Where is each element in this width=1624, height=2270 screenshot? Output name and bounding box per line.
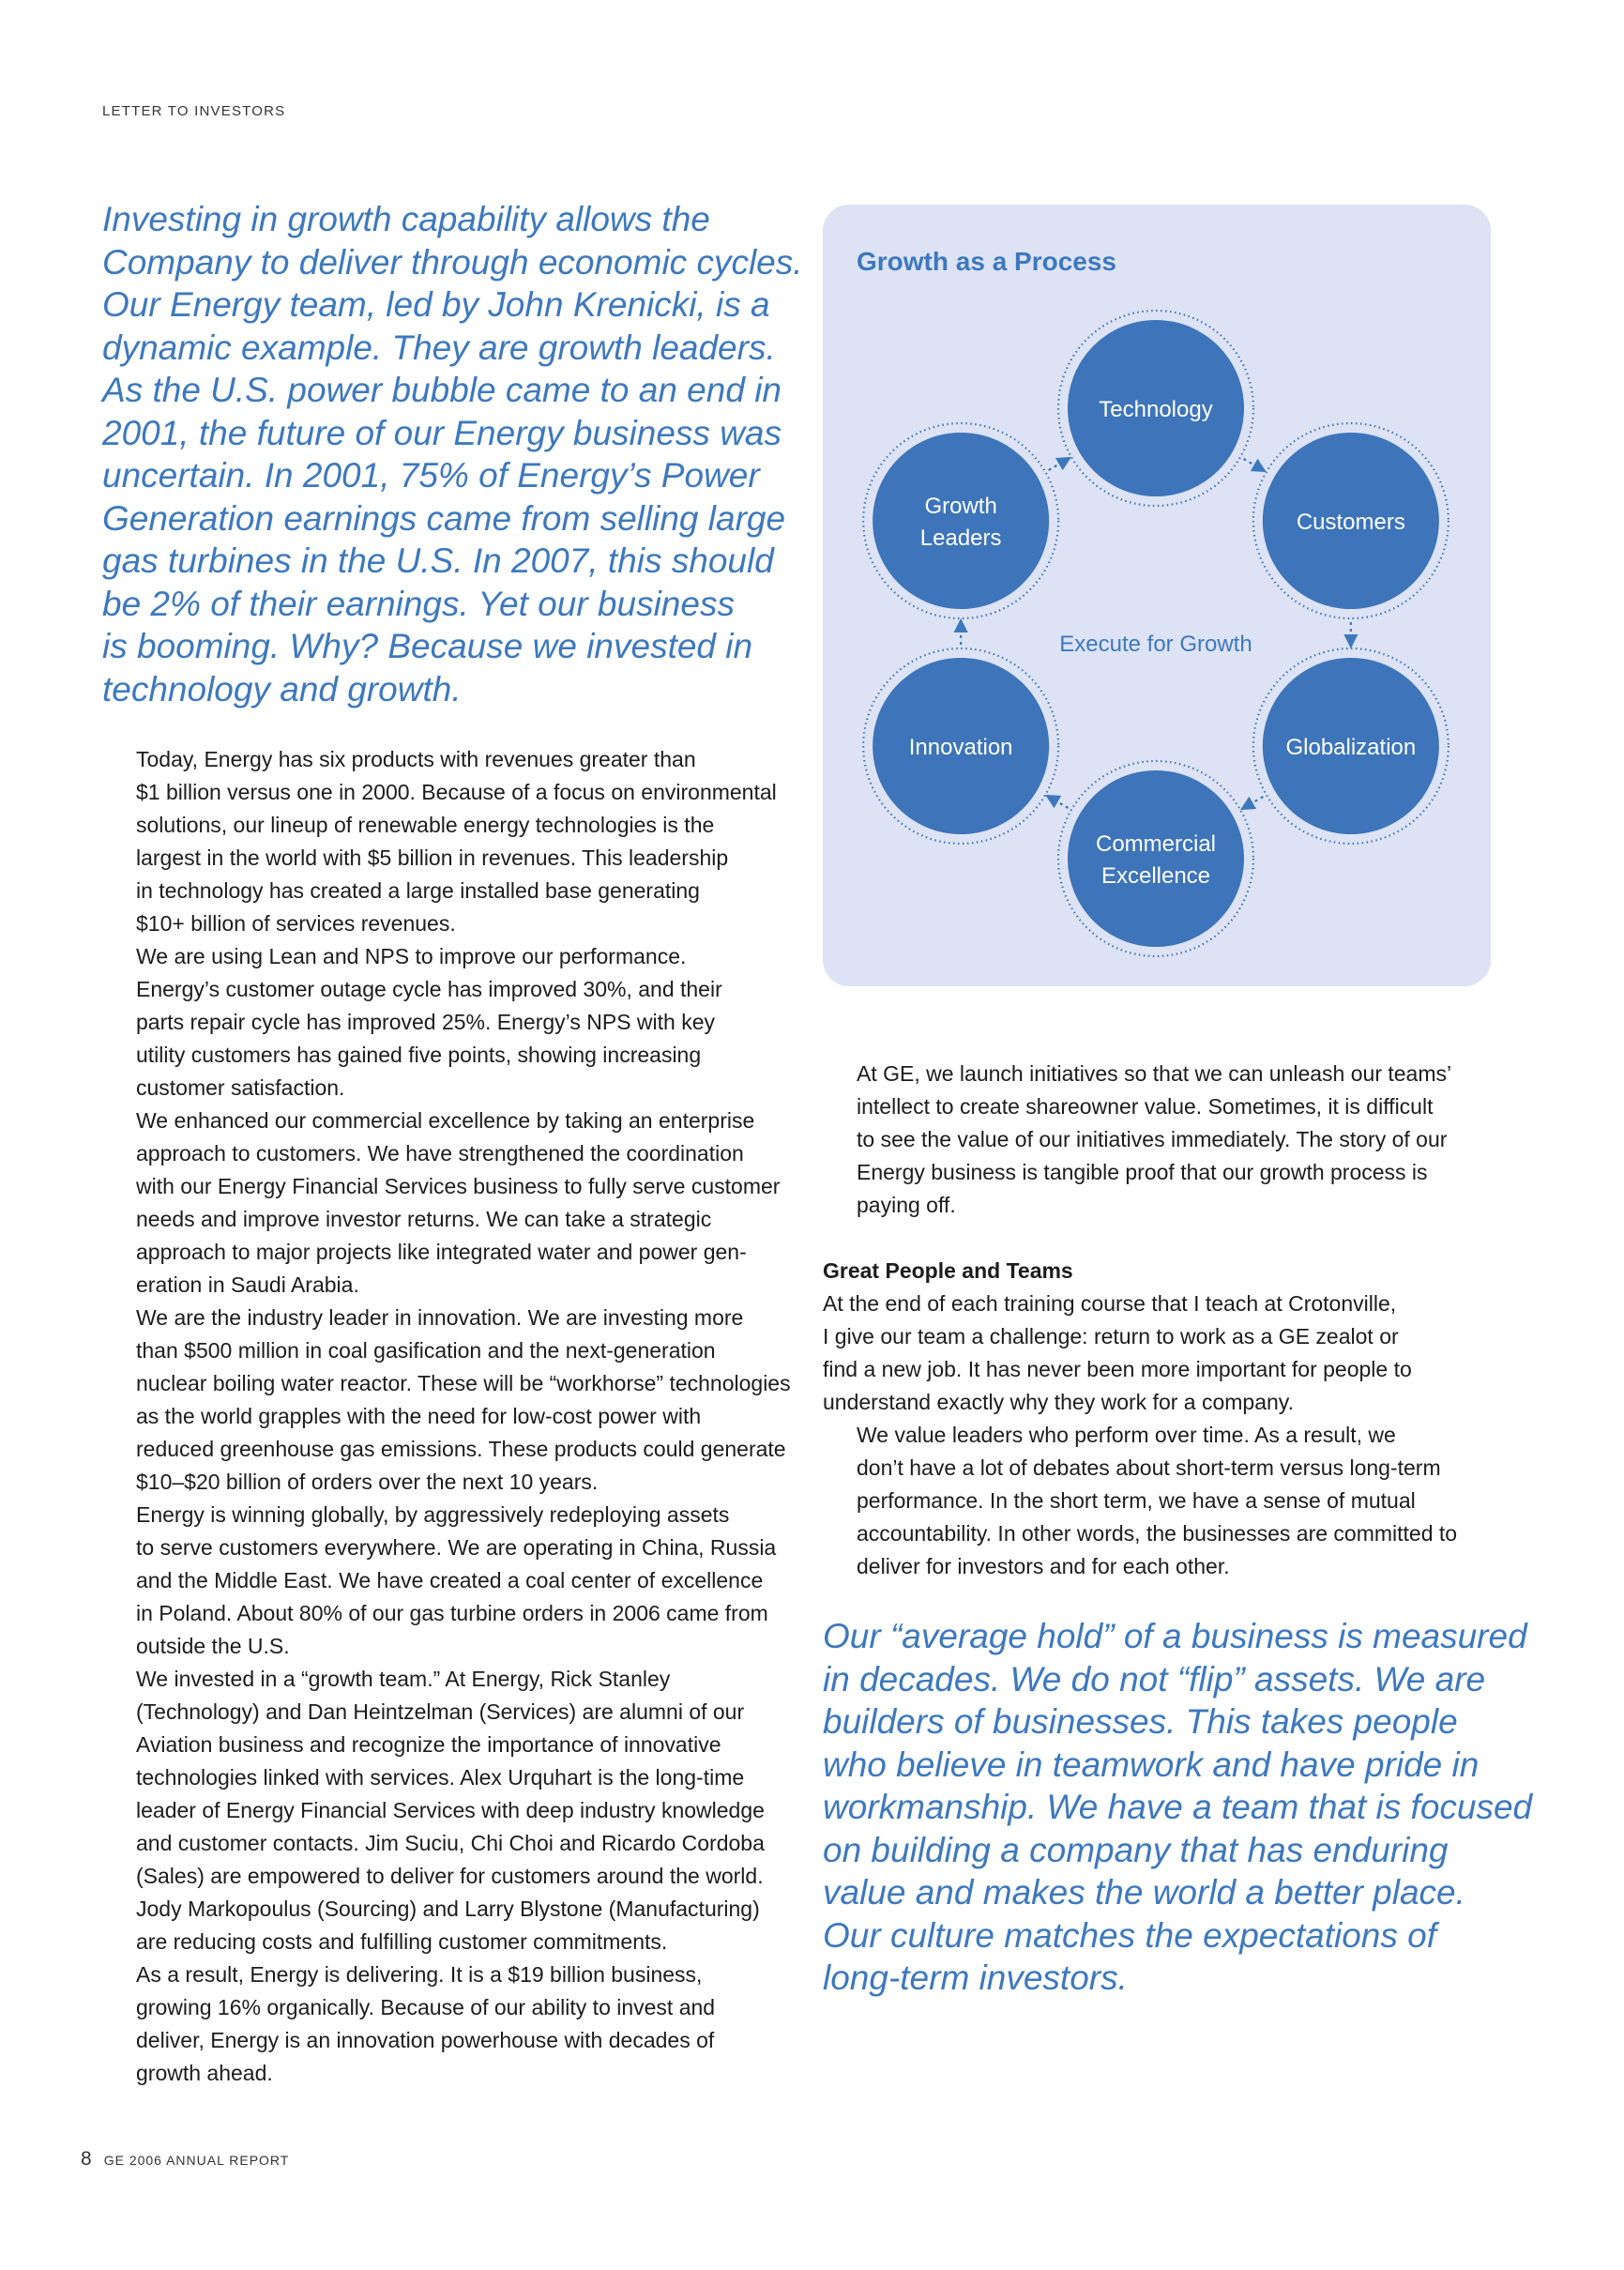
- quote-line: value and makes the world a better place.: [823, 1873, 1465, 1912]
- text-line: Jody Markopoulus (Sourcing) and Larry Blystone (Manufacturing): [136, 1897, 760, 1921]
- text-line: At the end of each training course that I teach at Crotonville,: [823, 1291, 1397, 1316]
- text-line: customer satisfaction.: [136, 1075, 345, 1100]
- text-line: performance. In the short term, we have a sense of mutual: [857, 1488, 1416, 1513]
- quote-line: on building a company that has enduring: [823, 1830, 1449, 1869]
- pull-quote-bottom: [823, 1615, 1533, 2000]
- subhead-great-people: Great People and Teams: [823, 1258, 1073, 1283]
- node-innovation: [863, 648, 1058, 844]
- text-line: outside the U.S.: [136, 1634, 290, 1658]
- body-paragraph: [102, 1958, 782, 2090]
- quote-line: is booming. Why? Because we invested in: [102, 627, 753, 665]
- quote-line: Our “average hold” of a business is measured: [823, 1617, 1527, 1655]
- node-label: Commercial: [1095, 831, 1217, 857]
- text-line: Today, Energy has six products with revenues greater than: [136, 747, 696, 771]
- section-header: LETTER TO INVESTORS: [102, 103, 286, 119]
- text-line: approach to major projects like integrated water and power gen-: [136, 1240, 747, 1264]
- quote-line: uncertain. In 2001, 75% of Energy’s Power: [102, 456, 760, 495]
- quote-line: As the U.S. power bubble came to an end in: [102, 371, 782, 409]
- node-customers: [1253, 423, 1449, 618]
- text-line: We invested in a “growth team.” At Energy, Rick Stanley: [136, 1667, 671, 1691]
- quote-line: long-term investors.: [823, 1958, 1128, 1997]
- text-line: needs and improve investor returns. We can take a strategic: [136, 1207, 712, 1231]
- node-circle: [1068, 770, 1244, 947]
- body-paragraph: [102, 1302, 791, 1499]
- text-line: technologies linked with services. Alex Urquhart is the long-time: [136, 1765, 745, 1790]
- quote-line: Our Energy team, led by John Krenicki, is a: [102, 285, 770, 324]
- quote-line: workmanship. We have a team that is focused: [823, 1788, 1533, 1826]
- flow-arrow: [1245, 797, 1263, 807]
- node-label: Excellence: [1100, 863, 1211, 889]
- quote-line: who believe in teamwork and have pride in: [823, 1744, 1480, 1784]
- text-line: with our Energy Financial Services business to fully serve customer: [136, 1174, 781, 1198]
- text-line: don’t have a lot of debates about short-term versus long-term: [857, 1455, 1441, 1480]
- quote-line: Investing in growth capability allows the: [102, 200, 710, 238]
- flow-arrow: [1244, 459, 1262, 469]
- node-circle: [873, 433, 1049, 609]
- paragraph-leaders: [823, 1419, 1498, 1583]
- text-line: than $500 million in coal gasification and the next-generation: [136, 1338, 716, 1363]
- growth-process-diagram: [823, 205, 1491, 986]
- quote-line: 2001, the future of our Energy business was: [102, 413, 782, 452]
- text-line: deliver for investors and for each other.: [857, 1554, 1230, 1578]
- text-line: growth ahead.: [136, 2061, 273, 2085]
- center-label: Execute for Growth: [1059, 632, 1252, 657]
- body-paragraph: [102, 1499, 782, 1663]
- intro-paragraph: [823, 1058, 1498, 1222]
- text-line: as the world grapples with the need for low-cost power with: [136, 1404, 702, 1428]
- text-line: in Poland. About 80% of our gas turbine orders in 2006 came from: [136, 1601, 768, 1625]
- text-line: As a result, Energy is delivering. It is a $19 billion business,: [136, 1962, 703, 1987]
- flow-arrow: [1049, 460, 1067, 470]
- text-line: paying off.: [857, 1193, 956, 1217]
- right-column: [823, 1058, 1498, 1583]
- text-line: $1 billion versus one in 2000. Because of a focus on environmental: [136, 780, 777, 804]
- diagram-title: Growth as a Process: [857, 247, 1117, 276]
- left-column: [102, 743, 791, 2090]
- node-label: Innovation: [908, 735, 1013, 760]
- text-line: accountability. In other words, the businesses are committed to: [857, 1521, 1458, 1546]
- text-line: and the Middle East. We have created a coal center of excellence: [136, 1568, 764, 1592]
- text-line: I give our team a challenge: return to work as a GE zealot or: [823, 1324, 1399, 1348]
- paragraph-crotonville: [823, 1287, 1498, 1419]
- quote-line: dynamic example. They are growth leaders.: [102, 328, 776, 367]
- text-line: are reducing costs and fulfilling customer commitments.: [136, 1929, 668, 1954]
- text-line: Energy business is tangible proof that our growth process is: [857, 1160, 1428, 1184]
- text-line: to see the value of our initiatives immediately. The story of our: [857, 1127, 1448, 1151]
- text-line: Energy is winning globally, by aggressively redeploying assets: [136, 1502, 730, 1527]
- body-paragraph: [102, 743, 782, 940]
- text-line: $10–$20 billion of orders over the next 10 years.: [136, 1470, 599, 1494]
- text-line: $10+ billion of services revenues.: [136, 911, 456, 936]
- node-label: Globalization: [1285, 735, 1417, 760]
- text-line: largest in the world with $5 billion in revenues. This leadership: [136, 846, 729, 870]
- quote-line: technology and growth.: [102, 669, 462, 708]
- body-paragraph: [102, 940, 782, 1105]
- text-line: growing 16% organically. Because of our ability to invest and: [136, 1995, 716, 2019]
- text-line: in technology has created a large installed base generating: [136, 878, 700, 903]
- text-line: (Technology) and Dan Heintzelman (Services) are alumni of our: [136, 1699, 745, 1724]
- text-line: approach to customers. We have strengthened the coordination: [136, 1141, 744, 1165]
- diagram-canvas: [823, 205, 1491, 986]
- text-line: parts repair cycle has improved 25%. Energy’s NPS with key: [136, 1010, 716, 1034]
- text-line: We are using Lean and NPS to improve our performance.: [136, 944, 687, 968]
- flow-arrow: [1050, 798, 1068, 808]
- text-line: We value leaders who perform over time. As a result, we: [857, 1423, 1396, 1447]
- text-line: utility customers has gained five points, showing increasing: [136, 1043, 702, 1067]
- quote-line: in decades. We do not “flip” assets. We are: [823, 1659, 1486, 1699]
- node-globalization: [1253, 648, 1449, 844]
- text-line: eration in Saudi Arabia.: [136, 1272, 359, 1297]
- text-line: leader of Energy Financial Services with deep industry knowledge: [136, 1798, 765, 1822]
- text-line: We are the industry leader in innovation. We are investing more: [136, 1305, 744, 1330]
- text-line: nuclear boiling water reactor. These will be “workhorse” technologies: [136, 1371, 791, 1395]
- text-line: (Sales) are empowered to deliver for customers around the world.: [136, 1864, 764, 1888]
- body-paragraph: [102, 1105, 782, 1302]
- node-label: Technology: [1099, 397, 1213, 422]
- quote-line: Our culture matches the expectations of: [823, 1915, 1437, 1955]
- text-line: solutions, our lineup of renewable energy technologies is the: [136, 813, 715, 837]
- node-commercial-excellence: [1058, 761, 1253, 956]
- text-line: understand exactly why they work for a company.: [823, 1390, 1294, 1414]
- node-label: Growth: [924, 494, 997, 519]
- text-line: At GE, we launch initiatives so that we can unleash our teams’: [857, 1061, 1452, 1086]
- quote-line: gas turbines in the U.S. In 2007, this should: [102, 541, 774, 580]
- node-growth-leaders: [863, 423, 1058, 618]
- text-line: find a new job. It has never been more important for people to: [823, 1357, 1412, 1381]
- quote-line: builders of businesses. This takes people: [823, 1702, 1458, 1741]
- text-line: and customer contacts. Jim Suciu, Chi Choi and Ricardo Cordoba: [136, 1831, 765, 1855]
- text-line: Energy’s customer outage cycle has improved 30%, and their: [136, 977, 722, 1001]
- pull-quote-top: [102, 198, 803, 710]
- body-paragraph: [102, 1663, 782, 1958]
- text-line: Aviation business and recognize the importance of innovative: [136, 1732, 721, 1757]
- report-name: GE 2006 ANNUAL REPORT: [103, 2153, 290, 2168]
- page-footer: [81, 2148, 289, 2171]
- text-line: reduced greenhouse gas emissions. These products could generate: [136, 1437, 786, 1461]
- quote-line: Generation earnings came from selling large: [102, 498, 786, 538]
- page-number: 8: [81, 2148, 92, 2170]
- quote-line: be 2% of their earnings. Yet our business: [102, 584, 735, 623]
- quote-line: Company to deliver through economic cycles.: [102, 242, 803, 282]
- text-line: intellect to create shareowner value. Sometimes, it is difficult: [857, 1094, 1434, 1119]
- node-technology: [1058, 311, 1253, 506]
- text-line: deliver, Energy is an innovation powerhouse with decades of: [136, 2028, 715, 2052]
- text-line: We enhanced our commercial excellence by taking an enterprise: [136, 1108, 755, 1133]
- node-label: Leaders: [919, 526, 1002, 551]
- node-label: Customers: [1296, 510, 1405, 535]
- text-line: to serve customers everywhere. We are operating in China, Russia: [136, 1535, 777, 1560]
